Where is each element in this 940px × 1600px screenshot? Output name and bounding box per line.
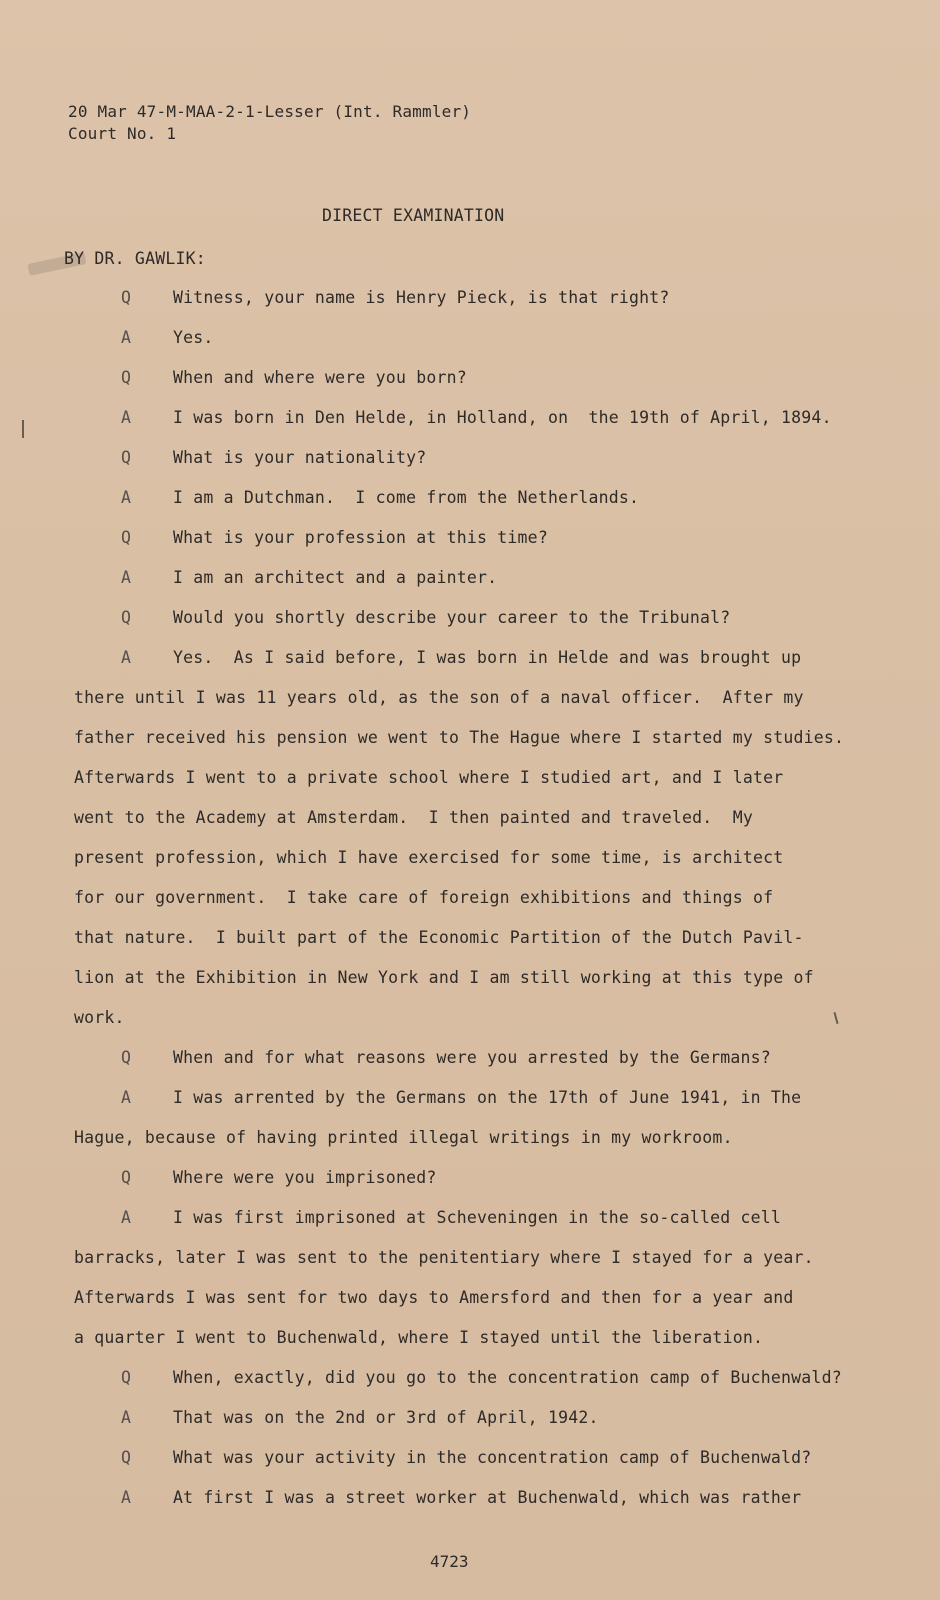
speaker-label: A	[121, 1408, 131, 1427]
speaker-label: Q	[121, 1368, 131, 1387]
speaker-label: Q	[121, 608, 131, 627]
exchange-text: Yes.	[173, 328, 214, 347]
page-number: 4723	[430, 1552, 469, 1571]
answer-line: Afterwards I went to a private school where I studied art, and I later	[74, 768, 784, 787]
exchange-text: When, exactly, did you go to the concentration camp of Buchenwald?	[173, 1368, 842, 1387]
answer-line: present profession, which I have exercised for some time, is architect	[74, 848, 784, 867]
exchange-text: That was on the 2nd or 3rd of April, 1942.	[173, 1408, 599, 1427]
speaker-label: Q	[121, 288, 131, 307]
exchange-text: I am a Dutchman. I come from the Netherlands.	[173, 488, 640, 507]
answer-line: Afterwards I was sent for two days to Amersford and then for a year and	[74, 1288, 794, 1307]
answer-line: went to the Academy at Amsterdam. I then painted and traveled. My	[74, 808, 753, 827]
exchange-text: What is your nationality?	[173, 448, 427, 467]
answer-line: lion at the Exhibition in New York and I am still working at this type of	[74, 968, 814, 987]
answer-line: that nature. I built part of the Economic Partition of the Dutch Pavil-	[74, 928, 804, 947]
answer-first-line: I was arrented by the Germans on the 17th of June 1941, in The	[173, 1088, 802, 1107]
header-line-2: Court No. 1	[68, 124, 177, 143]
speaker-label: A	[121, 488, 131, 507]
question-text: When and for what reasons were you arrested by the Germans?	[173, 1048, 771, 1067]
speaker-label: A	[121, 328, 131, 347]
speaker-label: Q	[121, 528, 131, 547]
examiner-heading: BY DR. GAWLIK:	[64, 249, 206, 268]
exchange-text: What is your profession at this time?	[173, 528, 548, 547]
question-text: Where were you imprisoned?	[173, 1168, 437, 1187]
speaker-label: A	[121, 1208, 131, 1227]
speaker-label: A	[121, 648, 131, 667]
answer-line: work.	[74, 1008, 125, 1027]
answer-line: there until I was 11 years old, as the son of a naval officer. After my	[74, 688, 804, 707]
speaker-label: A	[121, 408, 131, 427]
speaker-label: Q	[121, 448, 131, 467]
speaker-label: A	[121, 1488, 131, 1507]
speaker-label: Q	[121, 368, 131, 387]
exchange-text: I am an architect and a painter.	[173, 568, 498, 587]
header-line-1: 20 Mar 47-M-MAA-2-1-Lesser (Int. Rammler)	[68, 102, 472, 121]
speaker-label: Q	[121, 1048, 131, 1067]
answer-first-line: I was first imprisoned at Scheveningen in the so-called cell	[173, 1208, 782, 1227]
answer-line: barracks, later I was sent to the penitentiary where I stayed for a year.	[74, 1248, 814, 1267]
exchange-text: What was your activity in the concentration camp of Buchenwald?	[173, 1448, 812, 1467]
answer-line: a quarter I went to Buchenwald, where I stayed until the liberation.	[74, 1328, 764, 1347]
margin-mark	[833, 1012, 838, 1024]
answer-first-line: Yes. As I said before, I was born in Helde and was brought up	[173, 648, 802, 667]
section-title: DIRECT EXAMINATION	[322, 206, 505, 225]
speaker-label: A	[121, 568, 131, 587]
margin-mark	[22, 420, 24, 438]
speaker-label: A	[121, 1088, 131, 1107]
answer-line: father received his pension we went to The Hague where I started my studies.	[74, 728, 845, 747]
exchange-text: I was born in Den Helde, in Holland, on the 19th of April, 1894.	[173, 408, 832, 427]
exchange-text: At first I was a street worker at Buchenwald, which was rather	[173, 1488, 802, 1507]
answer-line: Hague, because of having printed illegal writings in my workroom.	[74, 1128, 733, 1147]
speaker-label: Q	[121, 1168, 131, 1187]
exchange-text: When and where were you born?	[173, 368, 467, 387]
speaker-label: Q	[121, 1448, 131, 1467]
answer-line: for our government. I take care of foreign exhibitions and things of	[74, 888, 774, 907]
exchange-text: Witness, your name is Henry Pieck, is that right?	[173, 288, 670, 307]
exchange-text: Would you shortly describe your career to the Tribunal?	[173, 608, 731, 627]
